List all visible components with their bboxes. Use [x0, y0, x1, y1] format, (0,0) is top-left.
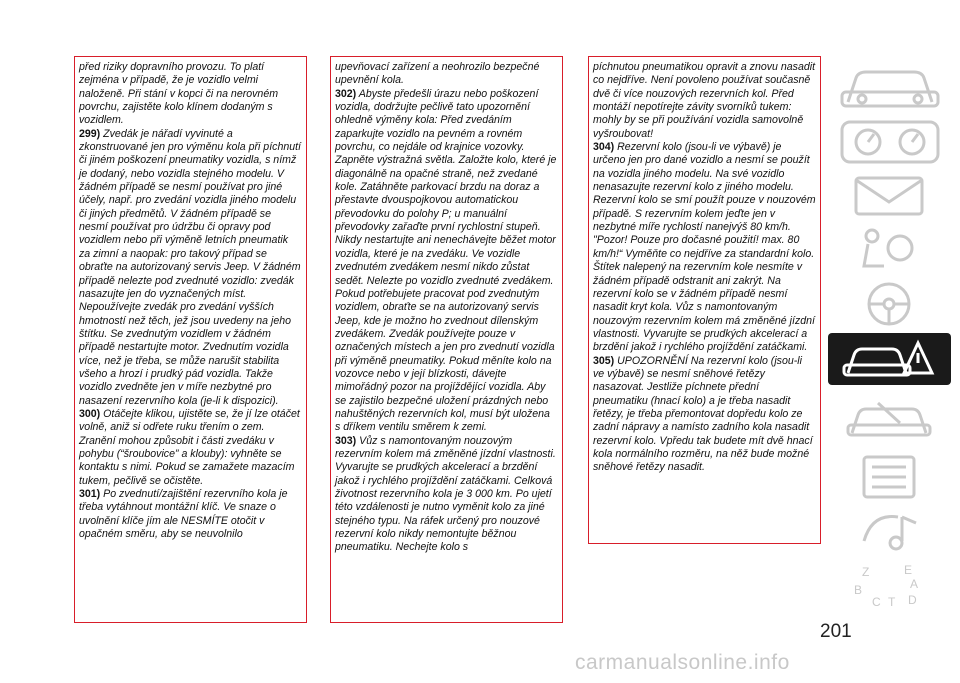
car-emergency-icon[interactable] — [828, 333, 951, 385]
paragraph-number: 299) — [79, 127, 101, 140]
paragraph-text: před riziky dopravního provozu. To platí zejména v případě, že je vozidlo velmi naloženě. Při stání v kopci či na nerovném povrchu, zajistěte kolo klínem dodaným s vozidlem. — [79, 61, 279, 127]
alphabet-letter: T — [888, 595, 896, 609]
paragraph-text: Zvedák je nářadí vyvinuté a zkonstruované jen pro výměnu kola při píchnutí či jiném poškození pneumatiky vozidla, s nímž je dodaný, nebo vozidla stejného modelu. V žádném případě se nesmí používat pro jiné účely, např. pro zvedání vozidla jiného modelu či jiných předmětů. V žádném případě se nesmí používat pro údržbu či opravy pod vozidlem nebo při výměně letních pneumatik za zimní a naopak: pro takový případ se obraťte na autorizovaný servis Jeep. V žádném případě nelezte pod zvednuté vozidlo: zvedák nasazujte jen do vyznačených míst. Nepoužívejte zvedák pro zvedání vyšších hmotností než těch, jež jsou uvedeny na jeho štítku. Se zvednutým vozidlem v žádném případě nestartujte motor. Zvednutím vozidla více, než je třeba, se může narušit stabilita všeho a hrozí i prudký pád vozidla. Takže vozidlo zvedněte jen v míře nezbytné pro nasazení rezervního kola (je-li k dispozici). — [79, 127, 302, 407]
paragraph-text: Otáčejte klikou, ujistěte se, že jí lze otáčet volně, aniž si odřete ruku třením o zem. Zranění mohou způsobit i části zvedáku v pohybu (“šroubovice” a klouby): vyhněte se kontaktu s nimi. Pokud se zamažete mazacím tukem, pečlivě se očistěte. — [79, 407, 300, 487]
paragraph-text: Po zvednutí/zajištění rezervního kola je třeba vytáhnout montážní klíč. Ve snaze o uvolnění klíče jím ale NESMÍTE otočit v opačném směru, aby se neuvolnilo — [79, 488, 288, 541]
paragraph — [79, 128, 302, 408]
alphabet-letter: A — [910, 577, 919, 591]
page-number: 201 — [820, 621, 852, 642]
alphabet-letter: E — [904, 563, 913, 577]
paragraph — [593, 61, 816, 141]
paragraph — [335, 61, 558, 88]
mail-envelope-icon[interactable] — [828, 170, 951, 222]
paragraph — [79, 61, 302, 128]
paragraph-text: Abyste předešli úrazu nebo poškození vozidla, dodržujte pečlivě tato upozornění ohledně výměny kola: Před zvedáním zaparkujte vozidlo na pevném a rovném povrchu, co nejdále od krajnice vozovky. Zapněte výstražná světla. Založte kolo, které je diagonálně na opačné straně, než zvedané kole. Zatáhněte parkovací brzdu na doraz a přestavte dvouspojkovou automatickou převodovku do polohy P; u manuální převodovky zařaďte první rychlostní stupeň. Nikdy nestartujte ani nenechávejte běžet motor vozidla, které je na zvedáku. Ve vozidle zvednutém zvedákem nesmí nikdo zůstat sedět. Nelezte po vozidlo zvednuté zvedákem. Pokud potřebujete pracovat pod zvednutým vozidlem, obraťte se na autorizovaný servis Jeep, kde je možno ho zvednout dílenským zvedákem. Zvedák používejte pouze v označených místech a jen pro zvednutí vozidla při výměně pneumatiky. Pokud měníte kolo na vozovce nebo v její blízkosti, dávejte mimořádný pozor na projíždějící vozidla. Aby se zajistilo bezpečné uložení prázdných nebo nahuštěných rezervních kol, musí být uložena s dříkem ventilu směrem k zemi. — [335, 87, 557, 434]
paragraph-number: 301) — [79, 488, 101, 500]
paragraph-number: 304) — [593, 141, 615, 154]
paragraph-text: upevňovací zařízení a neohrozilo bezpečné upevnění kola. — [335, 61, 540, 87]
paragraph — [335, 435, 558, 555]
text-column-2 — [330, 56, 563, 623]
alphabet-index-icon[interactable] — [828, 562, 951, 614]
paragraph — [335, 88, 558, 435]
paragraph-number: 303) — [335, 434, 357, 447]
steering-wheel-icon[interactable] — [828, 278, 951, 330]
paragraph-number: 300) — [79, 407, 101, 420]
watermark: carmanualsonline.info — [575, 651, 790, 674]
paragraph — [79, 408, 302, 488]
paragraph-text: UPOZORNĚNÍ Na rezervní kolo (jsou-li ve výbavě) se nesmí sněhové řetězy nasazovat. Jestliže píchnete přední pneumatiku (hnací kolo) a je třeba nasadit řetězy, je třeba přemontovat dopředu kolo ze zadní nápravy a namísto zadního kola nasadit rezervní kolo. Vpředu tak budete mít dvě hnací kola normálního rozměru, na něž bude možné sněhové řetězy nasadit. — [593, 354, 813, 474]
paragraph-number: 302) — [335, 87, 357, 100]
alphabet-letter: C — [872, 595, 881, 609]
alphabet-letter: Z — [862, 565, 870, 579]
text-column-3 — [588, 56, 821, 544]
list-settings-icon[interactable] — [828, 451, 951, 503]
paragraph-text: Rezervní kolo (jsou-li ve výbavě) je určeno jen pro dané vozidlo a nesmí se použít na vozidla jiného modelu. Na své vozidlo nenasazujte rezervní kolo z jiného modelu. Rezervní kolo se smí použít pouze v nouzovém případě. S rezervním kolem jeďte jen v nezbytné míře rychlostí nanejvýš 80 km/h. "Pozor! Pouze pro dočasné použití! max. 80 km/h!“ Vyměňte co nejdříve za standardní kolo. Štítek nalepený na rezervním kole nesmíte v žádném případě odstranit ani zakrýt. Na rezervní kolo se v žádném případě nesmí nasadit kryt kola. Vůz s namontovaným nouzovým rezervním kolem má změněné jízdní vlastnosti. Vyvarujte se prudkých akcelerací a brzdění jakož i rychlého projíždění zatáčkami. — [593, 141, 816, 354]
paragraph-number: 305) — [593, 354, 615, 367]
text-column-1 — [74, 56, 307, 623]
alphabet-letter: D — [908, 593, 917, 607]
paragraph-text: Vůz s namontovaným nouzovým rezervním kolem má změněné jízdní vlastnosti. Vyvarujte se prudkých akcelerací a brzdění jakož i rychlého projíždění zatáčkami. Celková životnost rezervního kola je 3 000 km. Po ujetí této vzdálenosti je nutno vyměnit kolo za jiné stejného typu. Na ráfek určený pro nouzové rezervní kolo nikdy nemontujte běžnou pneumatiku. Nechejte kolo s — [335, 434, 556, 554]
airbag-person-icon[interactable] — [828, 224, 951, 276]
wrench-car-icon[interactable] — [828, 393, 951, 445]
paragraph-text: píchnutou pneumatikou opravit a znovu nasadit co nejdříve. Není povoleno používat současně dvě či více nouzových rezervních kol. Před montáží nepotírejte závity svorníků tukem: mohly by se při používání vozidla samovolně vyšroubovat! — [593, 61, 816, 140]
car-dashboard-icon[interactable] — [828, 62, 951, 114]
gauge-cluster-icon[interactable] — [828, 116, 951, 168]
paragraph — [593, 141, 816, 355]
paragraph — [79, 488, 302, 541]
multimedia-note-icon[interactable] — [828, 505, 951, 557]
paragraph — [593, 355, 816, 475]
alphabet-letter: B — [854, 583, 863, 597]
